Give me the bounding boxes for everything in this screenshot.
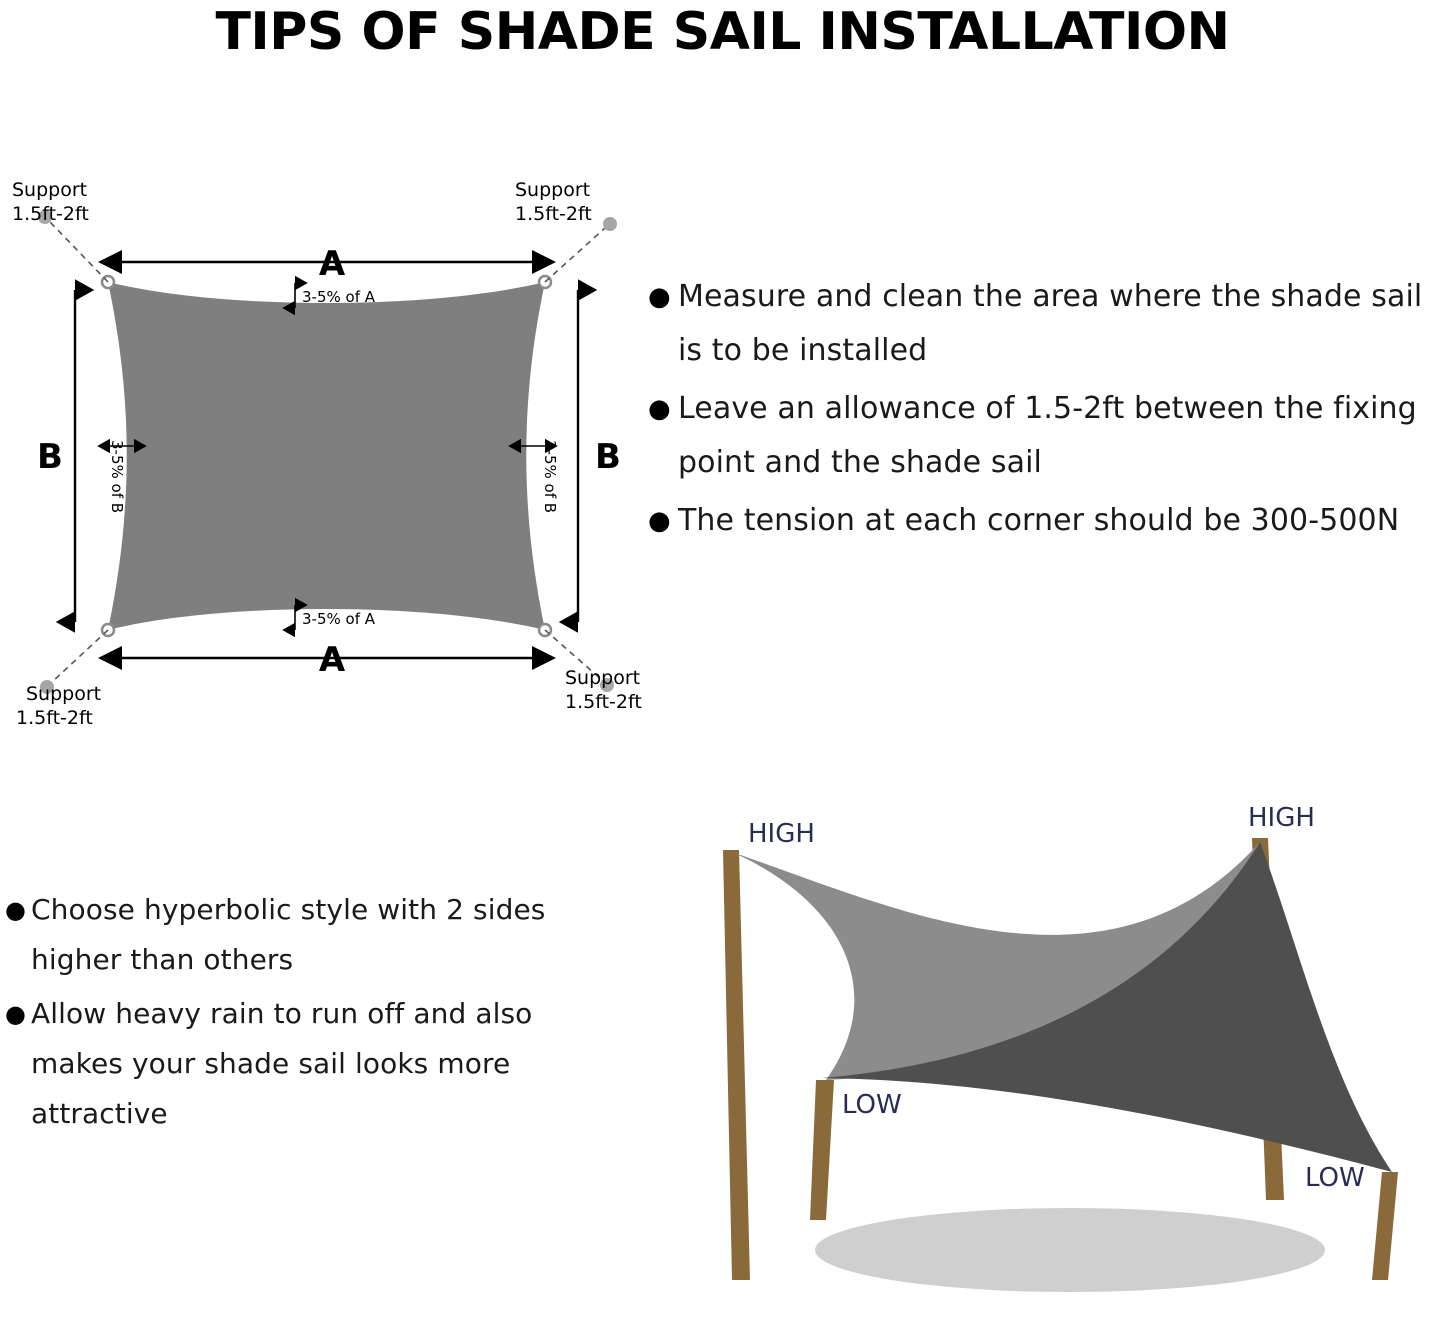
- ground-shadow: [815, 1208, 1325, 1292]
- support-label-top-right-line1: Support: [515, 179, 591, 201]
- bullet-dot-icon: ●: [648, 506, 671, 536]
- dimension-label-bottom-a: A: [318, 640, 346, 680]
- label-high-left: HIGH: [748, 819, 815, 849]
- curve-note-top: 3-5% of A: [302, 288, 376, 306]
- curve-note-bottom: 3-5% of A: [302, 610, 376, 628]
- dimension-label-left-b: B: [37, 437, 63, 477]
- label-high-right: HIGH: [1248, 803, 1315, 833]
- bullet-dot-icon: ●: [648, 394, 671, 424]
- support-label-top-right-line2: 1.5ft-2ft: [515, 203, 592, 225]
- curve-note-right: 3-5% of B: [541, 440, 559, 514]
- list-item: [648, 382, 1445, 490]
- label-low-left: LOW: [842, 1090, 902, 1120]
- tips-list-left: [5, 885, 625, 1143]
- tip-text: The tension at each corner should be 300-500N: [678, 503, 1400, 538]
- post-low-right: [1372, 1172, 1398, 1280]
- support-line-top-left: [50, 222, 108, 282]
- list-item: [5, 885, 625, 985]
- sail-shape: [108, 282, 545, 630]
- tip-text: Choose hyperbolic style with 2 sides higher than others: [31, 893, 546, 976]
- support-line-top-right: [545, 228, 605, 282]
- support-label-bottom-left-line2: 1.5ft-2ft: [16, 707, 93, 729]
- support-label-top-left-line2: 1.5ft-2ft: [12, 203, 89, 225]
- dimension-label-right-b: B: [595, 437, 621, 477]
- support-label-bottom-right-line1: Support: [565, 667, 641, 689]
- page-title: TIPS OF SHADE SAIL INSTALLATION: [215, 2, 1230, 62]
- post-low-left: [810, 1080, 834, 1220]
- bullet-dot-icon: ●: [5, 1000, 26, 1028]
- support-label-top-left-line1: Support: [12, 179, 88, 201]
- tip-text: Allow heavy rain to run off and also makes your shade sail looks more attractive: [31, 997, 533, 1130]
- label-low-right: LOW: [1305, 1163, 1365, 1193]
- tip-text: Measure and clean the area where the shade sail is to be installed: [678, 279, 1423, 368]
- list-item: [648, 270, 1445, 378]
- tips-list-right: [648, 270, 1445, 552]
- curve-note-left: 3-5% of B: [108, 440, 126, 514]
- hyperbolic-sail-illustration: [640, 780, 1445, 1319]
- support-dot-top-right: [603, 217, 617, 231]
- support-label-bottom-right-line2: 1.5ft-2ft: [565, 691, 642, 713]
- post-high-left: [723, 850, 750, 1280]
- bullet-dot-icon: ●: [5, 896, 26, 924]
- dimension-label-top-a: A: [318, 244, 346, 284]
- support-label-bottom-left-line1: Support: [26, 683, 102, 705]
- bullet-dot-icon: ●: [648, 282, 671, 312]
- support-line-bottom-left: [52, 630, 108, 682]
- tip-text: Leave an allowance of 1.5-2ft between the fixing point and the shade sail: [678, 391, 1417, 480]
- rectangular-sail-diagram: [0, 150, 660, 750]
- list-item: [5, 989, 625, 1139]
- list-item: [648, 494, 1445, 548]
